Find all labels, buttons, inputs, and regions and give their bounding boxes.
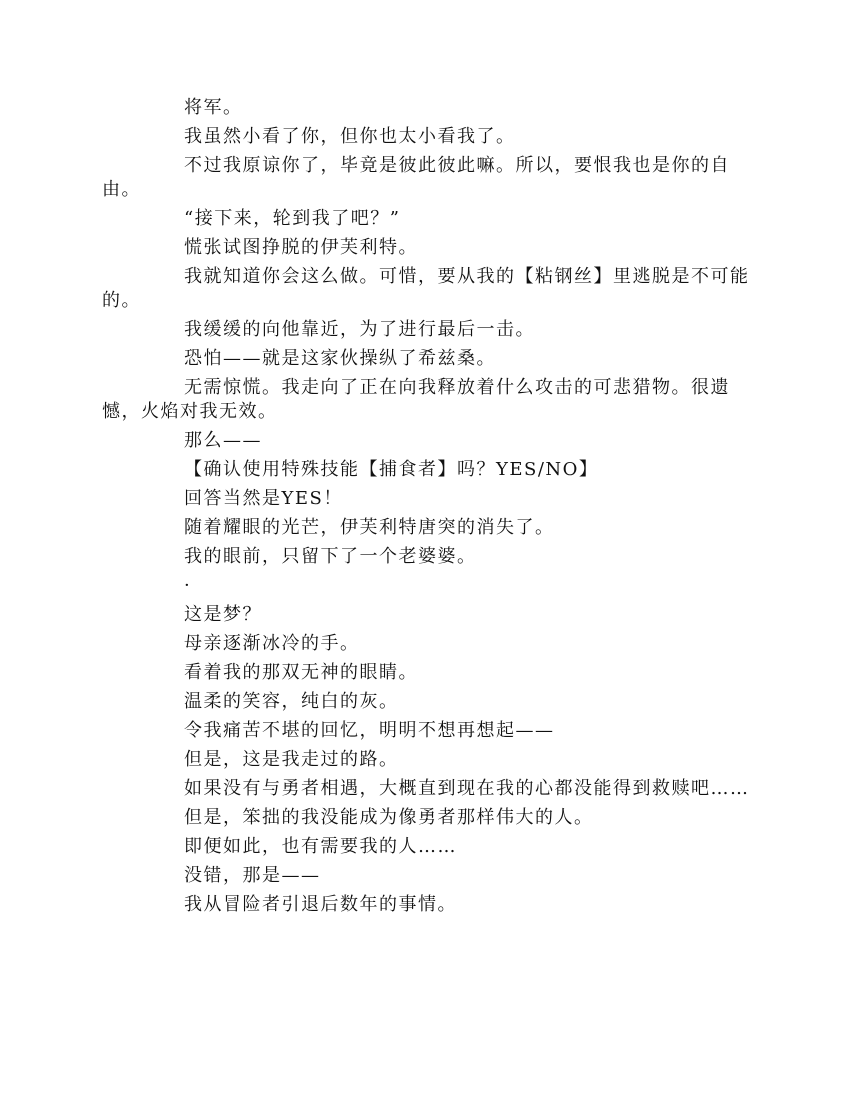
paragraph: 那么—— (184, 430, 262, 451)
paragraph: 但是，笨拙的我没能成为像勇者那样伟大的人。 (184, 807, 594, 828)
paragraph: 温柔的笑容，纯白的灰。 (184, 691, 399, 712)
paragraph: 我缓缓的向他靠近，为了进行最后一击。 (184, 319, 535, 340)
paragraph: 我从冒险者引退后数年的事情。 (184, 894, 457, 915)
paragraph: 我的眼前，只留下了一个老婆婆。 (184, 546, 477, 567)
paragraph: 这是梦？ (184, 604, 262, 625)
paragraph: 慌张试图挣脱的伊芙利特。 (184, 237, 418, 258)
paragraph: 【确认使用特殊技能【捕食者】吗？YES/NO】 (184, 459, 599, 480)
scene-separator: · (184, 575, 192, 596)
paragraph: 如果没有与勇者相遇，大概直到现在我的心都没能得到救赎吧…… (184, 778, 750, 799)
paragraph: 令我痛苦不堪的回忆，明明不想再想起—— (184, 720, 555, 741)
paragraph: 回答当然是YES！ (184, 488, 343, 509)
paragraph: 我就知道你会这么做。可惜，要从我的【粘钢丝】里逃脱是不可能的。 (102, 266, 750, 311)
paragraph: 没错，那是—— (184, 865, 321, 886)
paragraph: “接下来，轮到我了吧？” (184, 208, 401, 229)
paragraph: 将军。 (184, 97, 243, 118)
paragraph: 看着我的那双无神的眼睛。 (184, 662, 418, 683)
paragraph: 不过我原谅你了，毕竟是彼此彼此嘛。所以，要恨我也是你的自由。 (102, 155, 730, 200)
paragraph: 随着耀眼的光芒，伊芙利特唐突的消失了。 (184, 517, 555, 538)
document-page (102, 96, 750, 922)
paragraph: 无需惊慌。我走向了正在向我释放着什么攻击的可悲猎物。很遗憾，火焰对我无效。 (102, 377, 730, 422)
paragraph: 母亲逐渐冰冷的手。 (184, 633, 360, 654)
paragraph: 即便如此，也有需要我的人…… (184, 836, 457, 857)
paragraph: 恐怕——就是这家伙操纵了希兹桑。 (184, 348, 496, 369)
paragraph: 但是，这是我走过的路。 (184, 749, 399, 770)
paragraph: 我虽然小看了你，但你也太小看我了。 (184, 126, 516, 147)
